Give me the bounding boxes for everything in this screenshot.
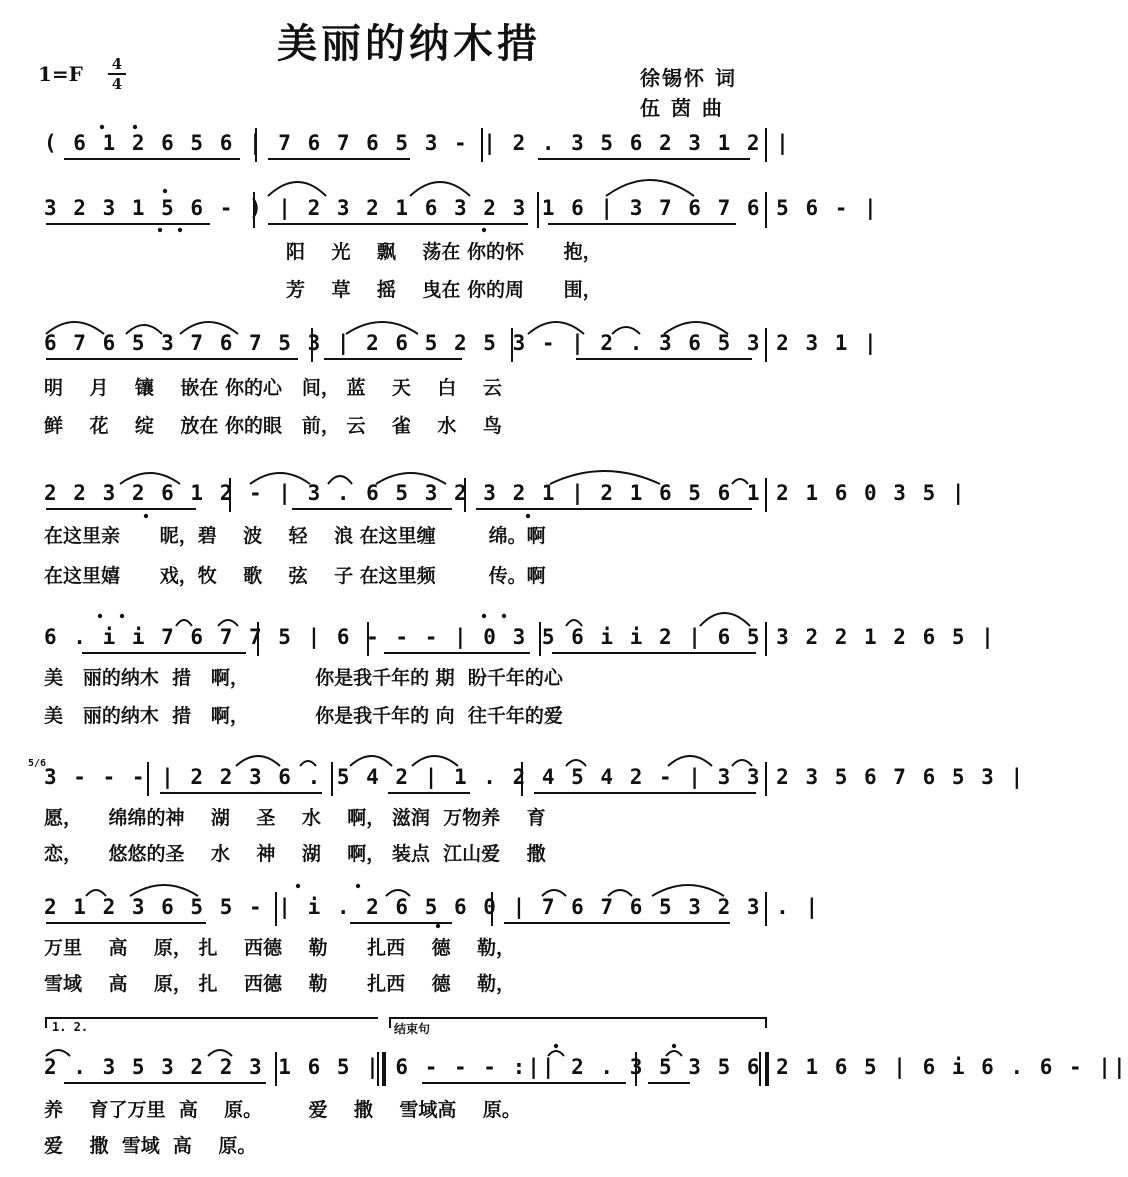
ending-marker: 结束句: [394, 1022, 431, 1036]
lyric-line-8-verse-1: 养 育了万里 高 原。 爱 撒 雪域高 原。: [44, 1099, 521, 1121]
lyric-line-8-verse-2: 爱 撒 雪域 高 原。: [44, 1135, 257, 1157]
meter-bottom: 4: [111, 75, 123, 93]
notation-line-5: 6 . i i 7 6 7 7 5 | 6 - - - | 0 3 5 6 i i 2 | 6 5 3 2 2 1 2 6 5 |: [44, 625, 996, 649]
notation-line-3: 6 7 6 5 3 7 6 7 5 3 | 2 6 5 2 5 3 - | 2 . 3 6 5 3 2 3 1 |: [44, 331, 879, 355]
lyric-line-4-verse-1: 在这里亲 昵，碧 波 轻 浪 在这里缠 绵。啊: [44, 525, 546, 547]
lyric-line-4-verse-2: 在这里嬉 戏，牧 歌 弦 子 在这里频 传。啊: [44, 565, 546, 587]
notation-line-6: 3 - - - | 2 2 3 6 . 5 4 2 | 1 . 2 4 5 4 2 - | 3 3 2 3 5 6 7 6 5 3 |: [44, 765, 1026, 789]
notation-line-2: 3 2 3 1 5 6 - ) | 2 3 2 1 6 3 2 3 1 6 | 3 7 6 7 6 5 6 - |: [44, 196, 879, 220]
notation-line-4: 2 2 3 2 6 1 2 - | 3 . 6 5 3 2 3 2 1 | 2 1 6 5 6 1 2 1 6 0 3 5 |: [44, 481, 967, 505]
lyric-line-2-verse-2: 芳 草 摇 曳在 你的周 围，: [286, 279, 602, 301]
lyric-line-6-verse-1: 愿， 绵绵的神 湖 圣 水 啊， 滋润 万物养 育: [44, 807, 546, 829]
grace-note-marker: 5/6: [28, 758, 47, 769]
notation-line-8: 2 . 3 5 3 2 2 3 1 6 5 | 6 - - - :|| 2 . 3 5 3 5 6 2 1 6 5 | 6 i 6 . 6 - ||: [44, 1055, 1128, 1079]
lyric-line-6-verse-2: 恋， 悠悠的圣 水 神 湖 啊， 装点 江山爱 撒: [44, 843, 546, 865]
lyric-line-7-verse-2: 雪域 高 原， 扎 西德 勒 扎西 德 勒，: [44, 973, 516, 995]
lyric-line-3-verse-2: 鲜 花 绽 放在 你的眼 前， 云 雀 水 鸟: [44, 415, 502, 437]
notation-line-7: 2 1 2 3 6 5 5 - | i . 2 6 5 6 0 | 7 6 7 6 5 3 2 3 . |: [44, 895, 821, 919]
lyric-line-5-verse-2: 美 丽的纳木 措 啊， 你是我千年的 向 往千年的爱: [44, 705, 563, 727]
lyric-line-3-verse-1: 明 月 镶 嵌在 你的心 间， 蓝 天 白 云: [44, 377, 502, 399]
meter-top: 4: [111, 55, 123, 73]
lyric-line-5-verse-1: 美 丽的纳木 措 啊， 你是我千年的 期 盼千年的心: [44, 667, 563, 689]
composer-credit: 伍 茵 曲: [640, 96, 724, 120]
lyric-line-2-verse-1: 阳 光 飘 荡在 你的怀 抱，: [286, 241, 602, 263]
song-title: 美丽的纳木措: [277, 21, 541, 67]
volta-marker: 1. 2.: [52, 1020, 89, 1034]
lyric-line-7-verse-1: 万里 高 原， 扎 西德 勒 扎西 德 勒，: [44, 937, 516, 959]
notation-line-1: ( 6 1 2 6 5 6 | 7 6 7 6 5 3 - | 2 . 3 5 6 2 3 1 2 |: [44, 131, 791, 155]
lyricist-credit: 徐锡怀 词: [640, 66, 737, 90]
key-signature: 1=F: [38, 62, 83, 86]
